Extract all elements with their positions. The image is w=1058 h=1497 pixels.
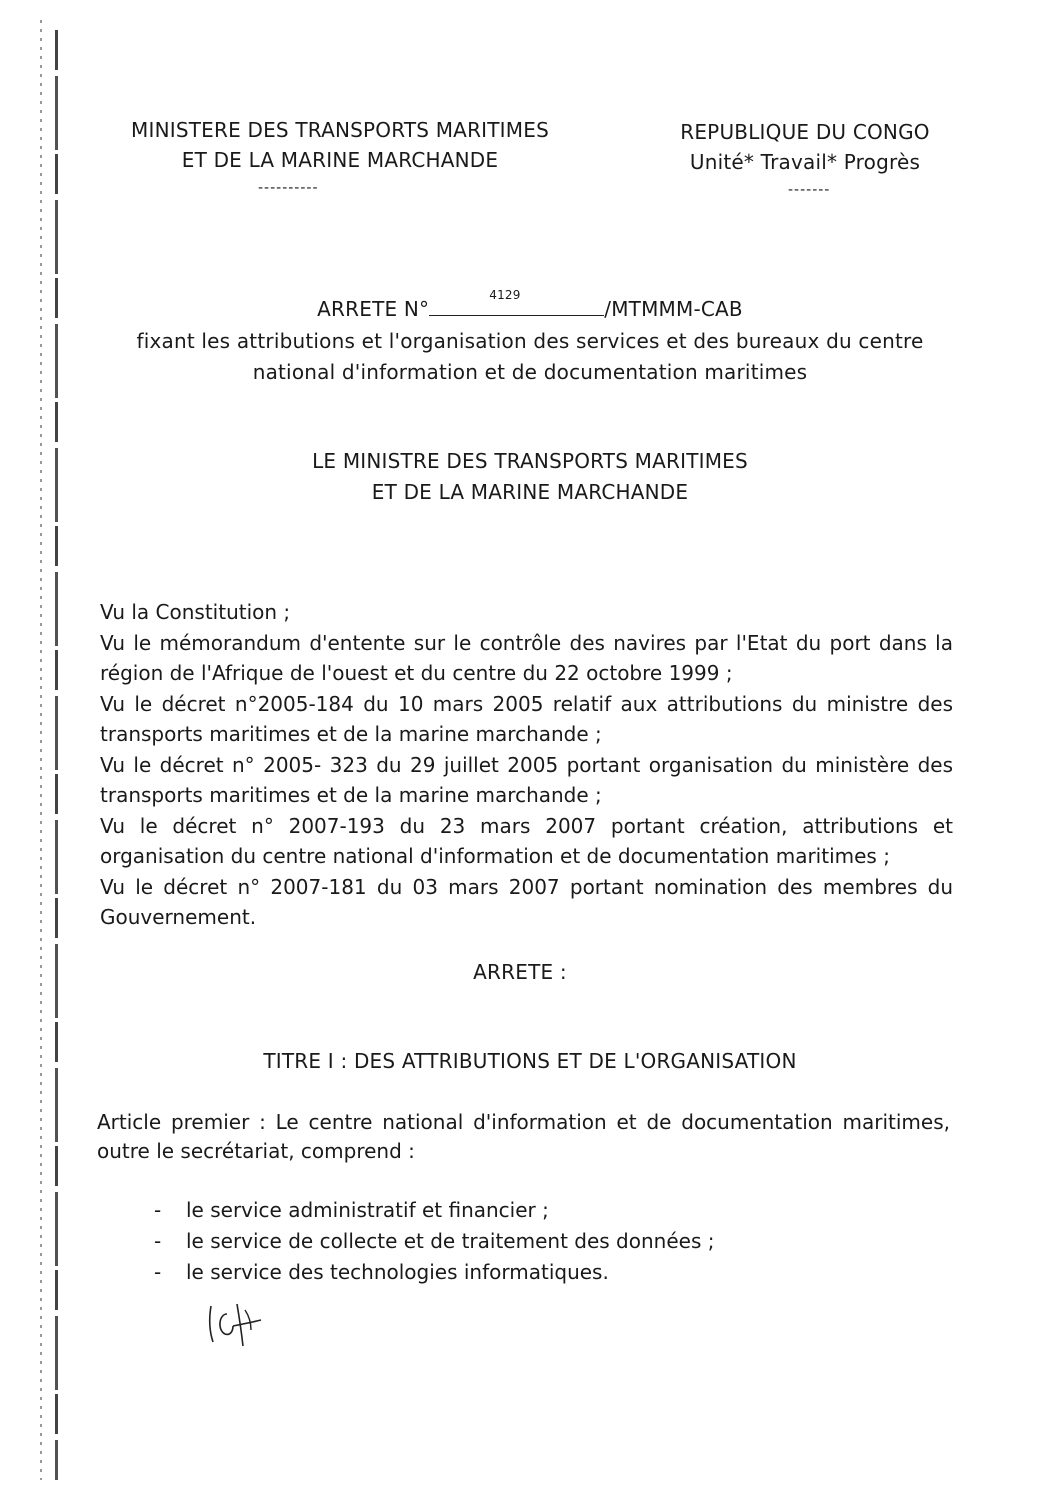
- bullet-dash: -: [154, 1198, 162, 1222]
- article-premier: [97, 1108, 950, 1166]
- visa-line: organisation du centre national d'information et de documentation maritimes ;: [100, 844, 890, 868]
- service-label: le service des technologies informatiques.: [186, 1260, 609, 1284]
- list-item: [150, 1226, 850, 1257]
- ministry-separator: ----------: [258, 180, 319, 196]
- visa-line: Vu la Constitution ;: [100, 600, 291, 624]
- service-label: le service administratif et financier ;: [186, 1198, 549, 1222]
- arrete-number-line: [100, 288, 960, 321]
- visa-line: Vu le décret n° 2005- 323 du 29 juillet 2005 portant organisation du ministère des: [100, 752, 953, 777]
- list-item: [150, 1257, 850, 1288]
- scan-edge-artifact: [55, 30, 58, 1480]
- visa-line: transports maritimes et de la marine marchande ;: [100, 783, 602, 807]
- arrete-prefix: ARRETE N°: [317, 297, 430, 321]
- visa-line: Vu le décret n° 2007-181 du 03 mars 2007 portant nomination des membres du: [100, 874, 953, 899]
- minister-title-line1: LE MINISTRE DES TRANSPORTS MARITIMES: [312, 449, 748, 473]
- scan-edge-artifact-dotted: [40, 20, 42, 1480]
- visa-line: transports maritimes et de la marine marchande ;: [100, 722, 602, 746]
- republic-header: [660, 120, 950, 174]
- minister-title-line2: ET DE LA MARINE MARCHANDE: [371, 480, 689, 504]
- visa-line: Vu le décret n°2005-184 du 10 mars 2005 relatif aux attributions du ministre des: [100, 691, 953, 716]
- services-list: [150, 1195, 850, 1288]
- bullet-dash: -: [154, 1229, 162, 1253]
- arrete-number: 4129: [489, 288, 521, 302]
- arrete-suffix: /MTMMM-CAB: [604, 297, 743, 321]
- republic-separator: -------: [788, 182, 831, 198]
- visa-line: Vu le mémorandum d'entente sur le contrôle des navires par l'Etat du port dans la: [100, 630, 953, 655]
- decision-heading: ARRETE :: [473, 960, 567, 984]
- ministry-name-line1: MINISTERE DES TRANSPORTS MARITIMES: [131, 118, 549, 142]
- visa-line: région de l'Afrique de l'ouest et du centre du 22 octobre 1999 ;: [100, 661, 733, 685]
- list-item: [150, 1195, 850, 1226]
- arrete-subject-line2: national d'information et de documentation maritimes: [252, 360, 808, 384]
- visa-line: Vu le décret n° 2007-193 du 23 mars 2007 portant création, attributions et: [100, 813, 953, 838]
- article-line1: Article premier : Le centre national d'information et de documentation maritimes,: [97, 1110, 950, 1134]
- arrete-number-blank: [429, 288, 604, 316]
- republic-name: REPUBLIQUE DU CONGO: [680, 120, 930, 144]
- ministry-header: [90, 118, 590, 172]
- titre-heading: TITRE I : DES ATTRIBUTIONS ET DE L'ORGANISATION: [263, 1049, 797, 1073]
- service-label: le service de collecte et de traitement des données ;: [186, 1229, 715, 1253]
- arrete-subject-line1: fixant les attributions et l'organisation des services et des bureaux du centre: [136, 329, 924, 353]
- handwritten-initials: [205, 1300, 265, 1348]
- ministry-name-line2: ET DE LA MARINE MARCHANDE: [181, 148, 499, 172]
- republic-motto: Unité* Travail* Progrès: [689, 150, 921, 174]
- visas-block: [100, 597, 953, 933]
- article-line2: outre le secrétariat, comprend :: [97, 1139, 415, 1163]
- bullet-dash: -: [154, 1260, 162, 1284]
- visa-line: Gouvernement.: [100, 905, 257, 929]
